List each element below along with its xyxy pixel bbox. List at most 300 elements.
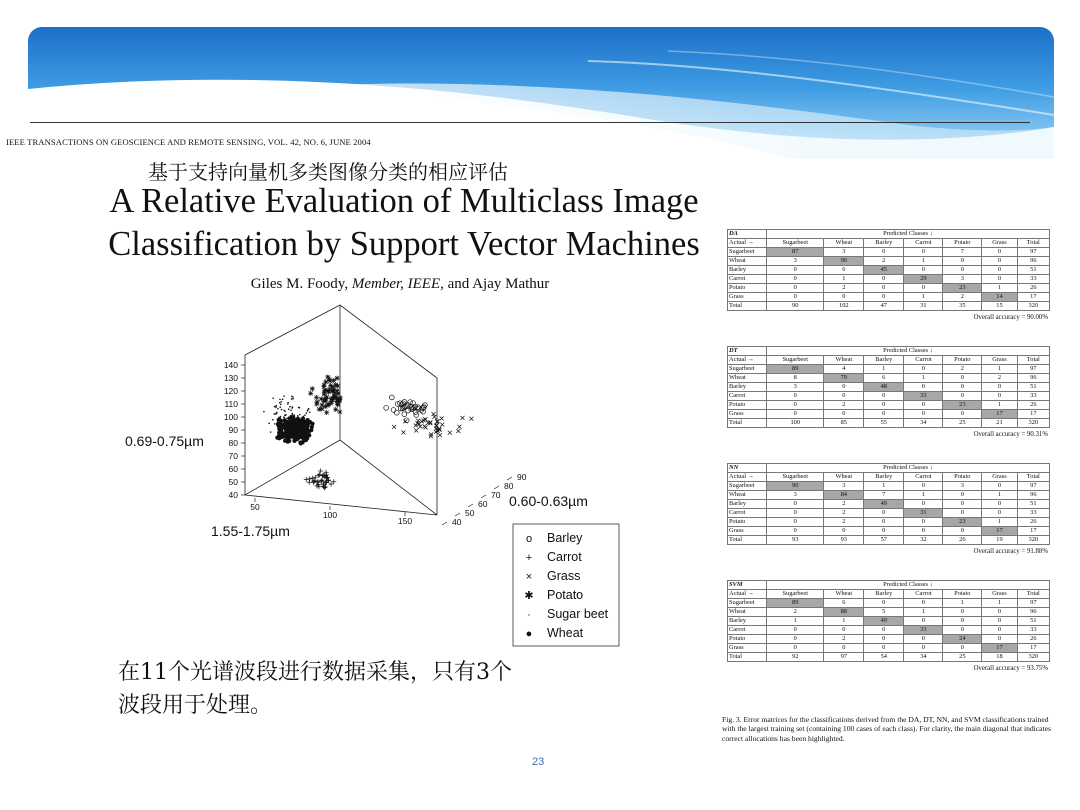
matrix-cell: 0: [904, 518, 943, 527]
column-header: Actual →: [728, 473, 767, 482]
row-label: Barley: [728, 617, 767, 626]
matrix-cell: 90: [824, 257, 864, 266]
point-carrot: [322, 485, 327, 490]
point-potato: [310, 386, 315, 391]
table-row: [728, 518, 1050, 527]
matrix-cell: 26: [1017, 284, 1049, 293]
table-row: [728, 266, 1050, 275]
point-sugarbeet: [308, 408, 310, 410]
column-header: Actual →: [728, 590, 767, 599]
point-wheat: [292, 439, 296, 443]
matrix-cell: 0: [943, 626, 982, 635]
legend-label: Potato: [547, 588, 584, 602]
point-potato: [335, 388, 340, 393]
column-header: Wheat: [824, 590, 864, 599]
matrix-cell: 33: [904, 392, 943, 401]
column-header: Sugarbeet: [767, 590, 824, 599]
predicted-header: Predicted Classes ↓: [767, 230, 1050, 239]
column-header: Potato: [943, 590, 982, 599]
table-row: [728, 293, 1050, 302]
point-sugarbeet: [292, 398, 294, 400]
point-sugarbeet: [291, 413, 293, 415]
point-wheat: [298, 426, 302, 430]
point-sugarbeet: [290, 415, 292, 417]
z-axis-label: 0.69-0.75µm: [125, 433, 204, 449]
matrix-cell: 23: [943, 401, 982, 410]
table-row: [728, 509, 1050, 518]
matrix-cell: 51: [1017, 500, 1049, 509]
table-row: [728, 626, 1050, 635]
matrix-cell: 320: [1017, 653, 1049, 662]
matrix-cell: 0: [864, 410, 904, 419]
x-tick-label: 100: [322, 510, 338, 520]
point-grass: [456, 429, 460, 433]
x-axis-ticks: [250, 498, 412, 526]
matrix-name: SVM: [728, 581, 767, 590]
error-matrix-da: [727, 229, 1050, 321]
matrix-cell: 17: [1017, 410, 1049, 419]
point-carrot: [331, 479, 336, 484]
table-row: [728, 419, 1050, 428]
column-header: Wheat: [824, 356, 864, 365]
point-grass: [414, 429, 418, 433]
point-sugarbeet: [282, 398, 284, 400]
legend-symbol: +: [525, 552, 533, 564]
matrix-cell: 3: [943, 482, 982, 491]
matrix-cell: 47: [864, 302, 904, 311]
matrix-cell: 17: [1017, 527, 1049, 536]
z-tick-label: 80: [228, 438, 238, 448]
matrix-cell: 1: [982, 491, 1017, 500]
point-potato: [338, 395, 343, 400]
y-tick-label: 60: [478, 499, 488, 509]
point-potato: [325, 374, 330, 379]
matrix-cell: 96: [1017, 374, 1049, 383]
matrix-cell: 0: [864, 635, 904, 644]
matrix-cell: 0: [824, 527, 864, 536]
matrix-cell: 26: [1017, 518, 1049, 527]
point-sugarbeet: [268, 422, 270, 424]
matrix-cell: 1: [904, 374, 943, 383]
predicted-header: Predicted Classes ↓: [767, 464, 1050, 473]
row-label: Grass: [728, 644, 767, 653]
matrix-cell: 26: [1017, 635, 1049, 644]
point-potato: [335, 376, 340, 381]
matrix-cell: 49: [864, 617, 904, 626]
predicted-header: Predicted Classes ↓: [767, 581, 1050, 590]
point-sugarbeet: [292, 418, 294, 420]
matrix-cell: 0: [767, 518, 824, 527]
point-potato: [333, 407, 338, 412]
matrix-cell: 25: [943, 419, 982, 428]
y-tick: [494, 486, 499, 489]
matrix-cell: 0: [982, 482, 1017, 491]
matrix-cell: 90: [767, 482, 824, 491]
matrix-cell: 15: [982, 302, 1017, 311]
matrix-cell: 0: [864, 599, 904, 608]
matrix-cell: 33: [904, 626, 943, 635]
y-tick-label: 40: [452, 517, 462, 527]
point-grass: [423, 417, 427, 421]
matrix-cell: 0: [864, 293, 904, 302]
table-row: [728, 275, 1050, 284]
matrix-table: [727, 346, 1050, 428]
matrix-cell: 0: [864, 275, 904, 284]
matrix-cell: 2: [824, 518, 864, 527]
matrix-cell: 2: [943, 293, 982, 302]
row-label: Carrot: [728, 626, 767, 635]
matrix-cell: 0: [943, 608, 982, 617]
point-sugarbeet: [296, 419, 298, 421]
matrix-cell: 0: [943, 266, 982, 275]
matrix-cell: 0: [864, 284, 904, 293]
matrix-cell: 1: [904, 491, 943, 500]
row-label: Potato: [728, 635, 767, 644]
column-header: Total: [1017, 239, 1049, 248]
y-tick-label: 90: [517, 472, 527, 482]
matrix-cell: 87: [767, 248, 824, 257]
scatter-plot-3d: [115, 300, 635, 650]
matrix-cell: 0: [864, 644, 904, 653]
table-row: [728, 374, 1050, 383]
column-header: Carrot: [904, 473, 943, 482]
matrix-cell: 0: [767, 635, 824, 644]
column-header: Grass: [982, 473, 1017, 482]
table-row: [728, 284, 1050, 293]
column-header: Sugarbeet: [767, 473, 824, 482]
point-sugarbeet: [277, 427, 279, 429]
matrix-cell: 0: [767, 392, 824, 401]
point-sugarbeet: [291, 407, 293, 409]
matrix-cell: 0: [824, 644, 864, 653]
point-sugarbeet: [286, 418, 288, 420]
point-sugarbeet: [297, 415, 299, 417]
table-row: [728, 248, 1050, 257]
row-label: Grass: [728, 293, 767, 302]
point-wheat: [282, 418, 286, 422]
matrix-cell: 0: [767, 293, 824, 302]
point-barley: [391, 408, 396, 413]
matrix-cell: 0: [864, 392, 904, 401]
table-row: [728, 608, 1050, 617]
row-label: Grass: [728, 527, 767, 536]
matrix-cell: 0: [767, 644, 824, 653]
row-label: Sugarbeet: [728, 365, 767, 374]
matrix-cell: 0: [943, 257, 982, 266]
point-grass: [457, 425, 461, 429]
matrix-cell: 33: [1017, 626, 1049, 635]
point-wheat: [307, 430, 311, 434]
matrix-cell: 2: [864, 257, 904, 266]
matrix-cell: 1: [904, 608, 943, 617]
y-tick: [442, 522, 447, 525]
point-sugarbeet: [290, 409, 292, 411]
point-potato: [332, 394, 337, 399]
matrix-cell: 54: [864, 653, 904, 662]
z-tick-label: 90: [228, 425, 238, 435]
point-wheat: [301, 417, 305, 421]
column-header: Grass: [982, 590, 1017, 599]
paper-title-line-1: A Relative Evaluation of Multiclass Image: [109, 182, 699, 220]
table-row: [728, 302, 1050, 311]
point-sugarbeet: [295, 421, 297, 423]
point-potato: [329, 389, 334, 394]
point-potato: [328, 383, 333, 388]
matrix-cell: 0: [824, 626, 864, 635]
column-header: Barley: [864, 473, 904, 482]
overall-accuracy: Overall accuracy = 93.75%: [973, 665, 1048, 672]
row-label: Wheat: [728, 257, 767, 266]
y-tick-label: 70: [491, 490, 501, 500]
point-sugarbeet: [279, 426, 281, 428]
matrix-cell: 0: [904, 401, 943, 410]
point-sugarbeet: [304, 428, 306, 430]
table-row: [728, 392, 1050, 401]
matrix-cell: 26: [943, 536, 982, 545]
overall-accuracy: Overall accuracy = 90.31%: [973, 431, 1048, 438]
row-label: Sugarbeet: [728, 599, 767, 608]
point-sugarbeet: [279, 402, 281, 404]
point-sugarbeet: [293, 425, 295, 427]
matrix-cell: 0: [943, 509, 982, 518]
point-sugarbeet: [270, 431, 272, 433]
point-sugarbeet: [281, 420, 283, 422]
point-grass: [434, 424, 438, 428]
row-label: Sugarbeet: [728, 248, 767, 257]
matrix-cell: 0: [943, 383, 982, 392]
point-barley: [394, 410, 399, 415]
matrix-cell: 320: [1017, 419, 1049, 428]
y-tick: [468, 504, 473, 507]
matrix-cell: 17: [1017, 644, 1049, 653]
matrix-cell: 57: [864, 536, 904, 545]
point-potato: [337, 409, 342, 414]
z-tick-label: 50: [228, 477, 238, 487]
matrix-cell: 3: [767, 383, 824, 392]
row-label: Barley: [728, 383, 767, 392]
matrix-cell: 1: [982, 518, 1017, 527]
point-potato: [314, 395, 319, 400]
point-potato: [308, 391, 313, 396]
matrix-cell: 0: [904, 617, 943, 626]
point-wheat: [301, 440, 305, 444]
matrix-cell: 0: [904, 266, 943, 275]
point-potato: [333, 382, 338, 387]
point-potato: [326, 403, 331, 408]
point-grass: [392, 425, 396, 429]
matrix-cell: 29: [904, 275, 943, 284]
row-label: Barley: [728, 266, 767, 275]
point-carrot: [329, 482, 334, 487]
point-sugarbeet: [279, 406, 281, 408]
row-label: Grass: [728, 410, 767, 419]
point-grass: [461, 416, 465, 420]
matrix-name: DA: [728, 230, 767, 239]
matrix-name: DT: [728, 347, 767, 356]
matrix-cell: 2: [824, 401, 864, 410]
column-header: Actual →: [728, 239, 767, 248]
point-grass: [438, 433, 442, 437]
column-header: Total: [1017, 590, 1049, 599]
table-row: [728, 599, 1050, 608]
row-label: Carrot: [728, 392, 767, 401]
matrix-cell: 0: [864, 626, 904, 635]
table-row: [728, 653, 1050, 662]
point-grass: [432, 415, 436, 419]
table-row: [728, 257, 1050, 266]
row-label: Carrot: [728, 275, 767, 284]
matrix-cell: 97: [1017, 248, 1049, 257]
matrix-cell: 85: [824, 419, 864, 428]
x-tick-label: 150: [397, 516, 413, 526]
column-header: Total: [1017, 356, 1049, 365]
matrix-cell: 55: [864, 419, 904, 428]
point-sugarbeet: [295, 428, 297, 430]
matrix-cell: 24: [943, 635, 982, 644]
matrix-cell: 97: [824, 653, 864, 662]
header-rule: [30, 122, 1030, 123]
matrix-cell: 88: [824, 608, 864, 617]
point-sugarbeet: [299, 407, 301, 409]
column-header: Actual →: [728, 356, 767, 365]
page-number: 23: [532, 756, 545, 768]
matrix-table: [727, 463, 1050, 545]
matrix-cell: 1: [824, 275, 864, 284]
matrix-cell: 3: [767, 257, 824, 266]
y-tick: [481, 495, 486, 498]
point-sugarbeet: [282, 430, 284, 432]
journal-header: IEEE TRANSACTIONS ON GEOSCIENCE AND REMOTE SENSING, VOL. 42, NO. 6, JUNE 2004: [6, 137, 371, 147]
point-grass: [422, 424, 426, 428]
matrix-cell: 0: [904, 599, 943, 608]
z-tick-label: 140: [223, 360, 238, 370]
point-grass: [440, 416, 444, 420]
matrix-cell: 1: [767, 617, 824, 626]
point-sugarbeet: [296, 430, 298, 432]
point-wheat: [288, 416, 292, 420]
matrix-cell: 0: [982, 248, 1017, 257]
row-label: Sugarbeet: [728, 482, 767, 491]
matrix-cell: 84: [824, 491, 864, 500]
matrix-cell: 2: [824, 509, 864, 518]
matrix-cell: 17: [982, 527, 1017, 536]
matrix-cell: 3: [943, 275, 982, 284]
row-label: Total: [728, 536, 767, 545]
matrix-cell: 320: [1017, 536, 1049, 545]
matrix-cell: 0: [904, 644, 943, 653]
matrix-cell: 0: [982, 392, 1017, 401]
row-label: Potato: [728, 401, 767, 410]
matrix-cell: 1: [982, 284, 1017, 293]
matrix-cell: 45: [864, 266, 904, 275]
y-tick: [507, 477, 512, 480]
matrix-name: NN: [728, 464, 767, 473]
point-sugarbeet: [295, 432, 297, 434]
z-tick-label: 100: [223, 412, 238, 422]
point-potato: [324, 410, 329, 415]
column-header: Barley: [864, 356, 904, 365]
legend-symbol: ●: [525, 628, 533, 640]
matrix-cell: 7: [864, 491, 904, 500]
z-tick-label: 110: [224, 399, 238, 409]
column-header: Carrot: [904, 356, 943, 365]
matrix-table: [727, 229, 1050, 311]
matrix-cell: 49: [864, 500, 904, 509]
legend-label: Barley: [547, 531, 583, 545]
matrix-cell: 0: [864, 518, 904, 527]
point-sugarbeet: [306, 421, 308, 423]
point-sugarbeet: [273, 413, 275, 415]
y-tick: [455, 513, 460, 516]
point-wheat: [303, 422, 307, 426]
point-sugarbeet: [290, 420, 292, 422]
point-potato: [314, 402, 319, 407]
legend-symbol: ·: [527, 609, 531, 621]
matrix-cell: 320: [1017, 302, 1049, 311]
point-potato: [328, 396, 333, 401]
matrix-cell: 14: [982, 293, 1017, 302]
point-wheat: [287, 429, 291, 433]
point-sugarbeet: [285, 424, 287, 426]
point-sugarbeet: [276, 412, 278, 414]
row-label: Wheat: [728, 608, 767, 617]
point-barley: [384, 405, 389, 410]
matrix-cell: 97: [1017, 482, 1049, 491]
column-header: Potato: [943, 473, 982, 482]
point-sugarbeet: [304, 414, 306, 416]
matrix-cell: 34: [904, 419, 943, 428]
point-sugarbeet: [293, 417, 295, 419]
point-wheat: [305, 436, 309, 440]
matrix-cell: 31: [904, 509, 943, 518]
point-carrot: [304, 477, 309, 482]
matrix-cell: 0: [943, 491, 982, 500]
point-sugarbeet: [272, 419, 274, 421]
matrix-cell: 31: [904, 302, 943, 311]
matrix-cell: 35: [943, 302, 982, 311]
z-axis-ticks: [224, 360, 245, 500]
matrix-cell: 0: [982, 266, 1017, 275]
matrix-cell: 100: [767, 419, 824, 428]
point-wheat: [299, 433, 303, 437]
matrix-cell: 0: [982, 509, 1017, 518]
column-header: Grass: [982, 239, 1017, 248]
matrix-cell: 0: [943, 644, 982, 653]
legend-label: Wheat: [547, 626, 584, 640]
matrix-cell: 0: [982, 275, 1017, 284]
table-row: [728, 365, 1050, 374]
row-label: Potato: [728, 518, 767, 527]
matrix-cell: 51: [1017, 383, 1049, 392]
column-header: Carrot: [904, 239, 943, 248]
point-sugarbeet: [289, 406, 291, 408]
legend-symbol: ✱: [524, 590, 534, 602]
matrix-cell: 0: [982, 626, 1017, 635]
table-row: [728, 482, 1050, 491]
matrix-cell: 0: [904, 248, 943, 257]
matrix-cell: 0: [904, 482, 943, 491]
table-row: [728, 536, 1050, 545]
point-sugarbeet: [272, 397, 274, 399]
column-header: Carrot: [904, 590, 943, 599]
row-label: Total: [728, 653, 767, 662]
matrix-cell: 6: [864, 374, 904, 383]
z-tick-label: 70: [228, 451, 238, 461]
matrix-cell: 1: [943, 599, 982, 608]
matrix-cell: 0: [943, 617, 982, 626]
matrix-cell: 0: [904, 383, 943, 392]
chart-legend: [513, 524, 619, 646]
